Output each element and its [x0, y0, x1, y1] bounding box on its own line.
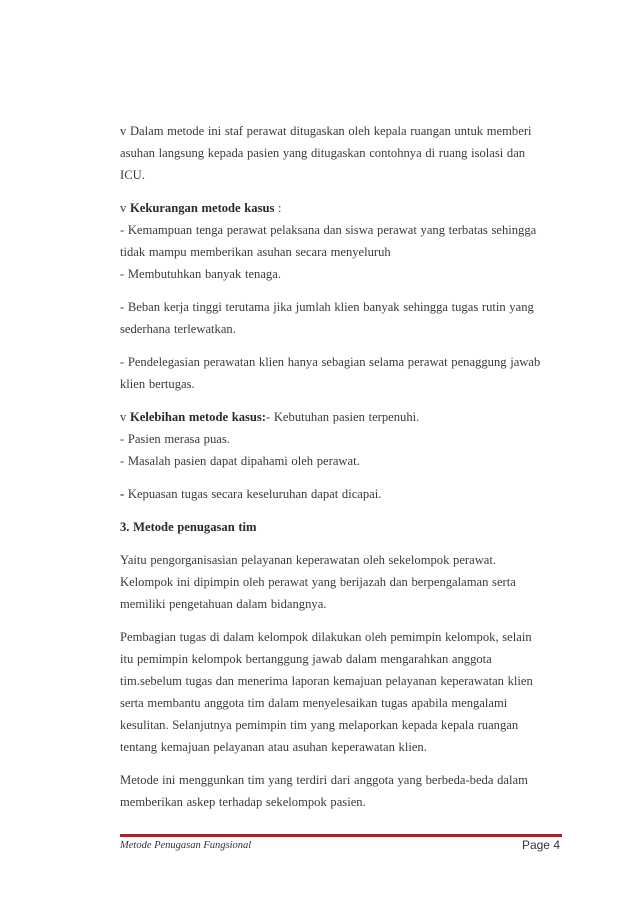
- text-line: - Pendelegasian perawatan klien hanya sebagian selama perawat penaggung jawab: [120, 355, 541, 369]
- text-line: - Pasien merasa puas.: [120, 432, 230, 446]
- text-line: - Kemampuan tenga perawat pelaksana dan siswa perawat yang terbatas sehingga: [120, 223, 537, 237]
- paragraph-3: [120, 296, 560, 340]
- text-line: [120, 483, 560, 505]
- text-line: serta membantu anggota tim dalam menyelesaikan tugas apabila mengalami: [120, 696, 508, 710]
- subheading-kelebihan: Kelebihan metode kasus:: [129, 410, 266, 424]
- text-line: - Membutuhkan banyak tenaga.: [120, 267, 281, 281]
- bullet-marker: v: [120, 410, 130, 424]
- text-line: tentang kemajuan pelayanan atau asuhan keperawatan klien.: [120, 740, 427, 754]
- text-fragment: - Kebutuhan pasien terpenuhi.: [266, 410, 420, 424]
- text-line: Metode ini menggunkan tim yang terdiri dari anggota yang berbeda-beda dalam: [120, 773, 528, 787]
- paragraph-kekurangan: [120, 197, 560, 285]
- text-fragment: :: [274, 201, 282, 215]
- subheading-kekurangan: Kekurangan metode kasus: [129, 201, 275, 215]
- text-fragment: Kepuasan tugas secara keseluruhan dapat dicapai.: [127, 487, 382, 501]
- paragraph-6: [120, 483, 560, 505]
- text-line: asuhan langsung kepada pasien yang ditugaskan contohnya di ruang isolasi dan: [120, 146, 526, 160]
- paragraph-1: [120, 120, 560, 186]
- paragraph-4: [120, 351, 560, 395]
- text-line: - Masalah pasien dapat dipahami oleh perawat.: [120, 454, 360, 468]
- footer-divider: [120, 834, 562, 837]
- footer-title: Metode Penugasan Fungsional: [120, 840, 252, 851]
- text-line: [120, 197, 560, 219]
- text-line: Kelompok ini dipimpin oleh perawat yang berijazah dan berpengalaman serta: [120, 575, 516, 589]
- paragraph-9: [120, 769, 560, 813]
- bullet-marker: v: [120, 201, 130, 215]
- text-line: v Dalam metode ini staf perawat ditugaskan oleh kepala ruangan untuk memberi: [120, 124, 532, 138]
- text-line: memberikan askep terhadap sekelompok pasien.: [120, 795, 366, 809]
- page-number: Page 4: [521, 838, 560, 852]
- section-heading-3: [120, 516, 560, 538]
- text-line: Yaitu pengorganisasian pelayanan keperawatan oleh sekelompok perawat.: [120, 553, 497, 567]
- text-line: [120, 406, 560, 428]
- text-line: tidak mampu memberikan asuhan secara menyeluruh: [120, 245, 391, 259]
- text-line: sederhana terlewatkan.: [120, 322, 236, 336]
- page-body: [120, 120, 560, 824]
- text-line: ICU.: [120, 168, 145, 182]
- text-line: itu pemimpin kelompok bertanggung jawab dalam mengarahkan anggota: [120, 652, 492, 666]
- text-line: Pembagian tugas di dalam kelompok dilakukan oleh pemimpin kelompok, selain: [120, 630, 532, 644]
- dash-marker: -: [120, 487, 128, 501]
- heading-metode-penugasan-tim: 3. Metode penugasan tim: [120, 520, 257, 534]
- text-line: tim.sebelum tugas dan menerima laporan kemajuan pelayanan keperawatan klien: [120, 674, 533, 688]
- text-line: klien bertugas.: [120, 377, 195, 391]
- paragraph-8: [120, 626, 560, 758]
- paragraph-7: [120, 549, 560, 615]
- paragraph-kelebihan: [120, 406, 560, 472]
- text-line: kesulitan. Selanjutnya pemimpin tim yang melaporkan kepada kepala ruangan: [120, 718, 519, 732]
- text-line: - Beban kerja tinggi terutama jika jumlah klien banyak sehingga tugas rutin yang: [120, 300, 534, 314]
- text-line: memiliki pengetahuan dalam bidangnya.: [120, 597, 327, 611]
